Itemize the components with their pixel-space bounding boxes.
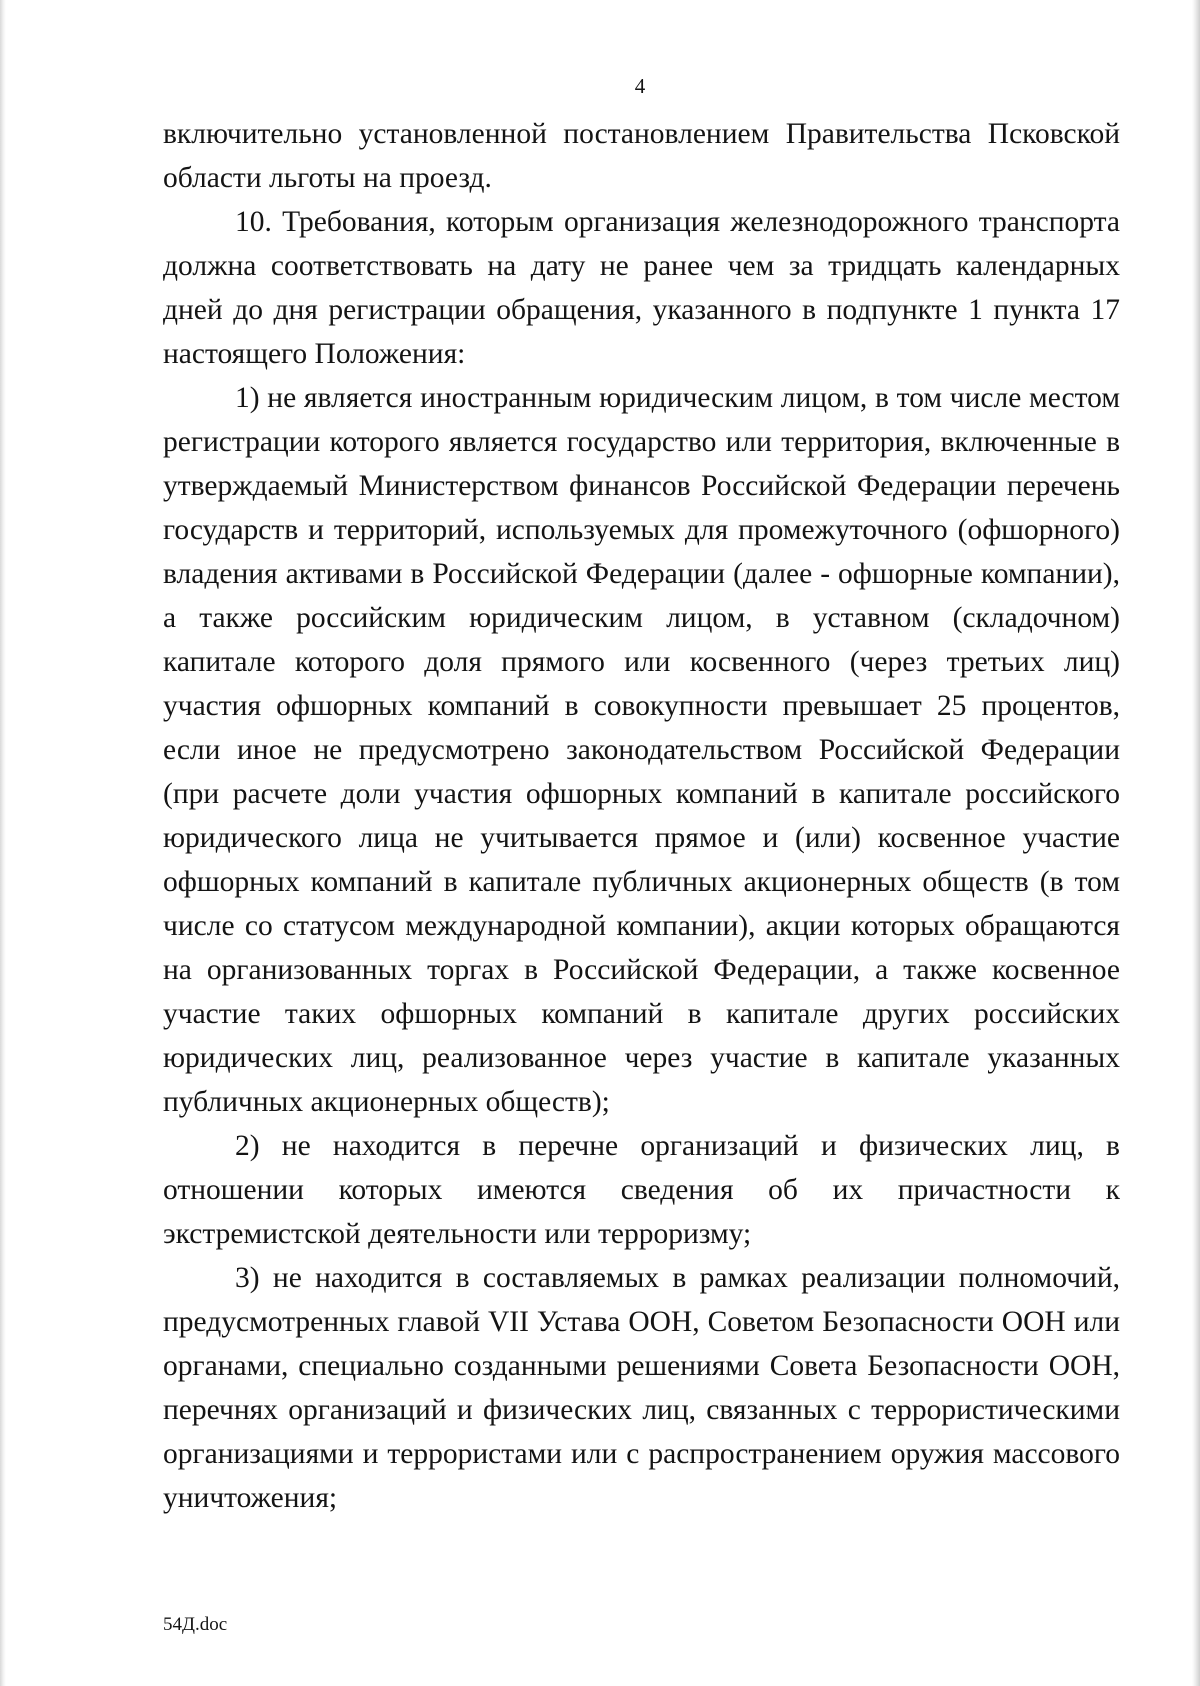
- footer-filename: 54Д.doc: [163, 1614, 228, 1635]
- paragraph-subitem-1: 1) не является иностранным юридическим лицом, в том числе местом регистрации которого является государство или территория, включенные в утверждаемый Министерством финансов Российской Федерации перечень государств и территорий, используемых для промежуточного (офшорного) владения активами в Российской Федерации (далее - офшорные компании), а также российским юридическим лицом, в уставном (складочном) капитале которого доля прямого или косвенного (через третьих лиц) участия офшорных компаний в совокупности превышает 25 процентов, если иное не предусмотрено законодательством Российской Федерации (при расчете доли участия офшорных компаний в капитале российского юридического лица не учитывается прямое и (или) косвенное участие офшорных компаний в капитале публичных акционерных обществ (в том числе со статусом международной компании), акции которых обращаются на организованных торгах в Российской Федерации, а также косвенное участие таких офшорных компаний в капитале других российских юридических лиц, реализованное через участие в капитале указанных публичных акционерных обществ);: [163, 382, 1120, 1118]
- paragraph-subitem-2: 2) не находится в перечне организаций и физических лиц, в отношении которых имеются сведения об их причастности к экстремистской деятельности или терроризму;: [163, 1130, 1120, 1250]
- scan-edge-left: [0, 0, 6, 1686]
- paragraph-item-10: 10. Требования, которым организация железнодорожного транспорта должна соответствовать на дату не ранее чем за тридцать календарных дней до дня регистрации обращения, указанного в подпункте 1 пункта 17 настоящего Положения:: [163, 206, 1120, 370]
- document-body: [163, 112, 1120, 1520]
- paragraph-subitem-3: 3) не находится в составляемых в рамках реализации полномочий, предусмотренных главой VII Устава ООН, Советом Безопасности ООН или органами, специально созданными решениями Совета Безопасности ООН, перечнях организаций и физических лиц, связанных с террористическими организациями и террористами или с распространением оружия массового уничтожения;: [163, 1262, 1120, 1514]
- paragraph-continuation: включительно установленной постановлением Правительства Псковской области льготы на проезд.: [163, 118, 1120, 194]
- scan-edge-right: [1192, 0, 1200, 1686]
- page-number: 4: [634, 74, 646, 98]
